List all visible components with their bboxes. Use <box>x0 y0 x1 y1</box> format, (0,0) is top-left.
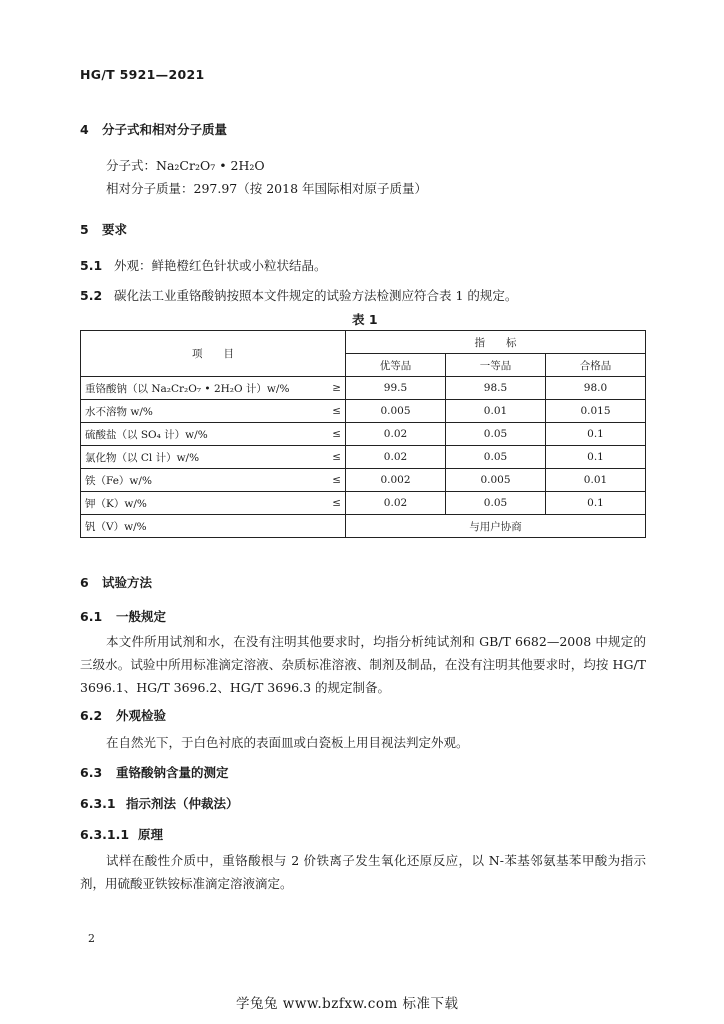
row-item: 氯化物（以 Cl 计）w/% <box>85 451 200 464</box>
row-operator: ≤ <box>332 428 341 440</box>
row-value-qualified: 0.1 <box>546 492 646 515</box>
clause-6-3-1-1-paragraph: 试样在酸性介质中，重铬酸根与 2 价铁离子发生氧化还原反应，以 N-苯基邻氨基苯甲酸为指示剂，用硫酸亚铁铵标准滴定溶液滴定。 <box>80 853 646 891</box>
row-item: 水不溶物 w/% <box>85 405 153 418</box>
column-header-item: 项 目 <box>81 331 346 377</box>
formula-line <box>106 156 265 174</box>
row-value-first: 0.05 <box>446 446 546 469</box>
clause-number: 6.1 <box>80 609 103 624</box>
row-value-superior: 0.005 <box>346 400 446 423</box>
formula-text: Na₂Cr₂O₇ • 2H₂O <box>156 158 265 173</box>
clause-number: 6.2 <box>80 708 103 723</box>
grade-first: 一等品 <box>446 354 546 377</box>
clause-6-1-paragraph: 本文件所用试剂和水，在没有注明其他要求时，均指分析纯试剂和 GB/T 6682—2008 中规定的三级水。试验中所用标准滴定溶液、杂质标准溶液、制剂及制品，在没有注明其他要求时，均按 HG/T 3696.1、HG/T 3696.2、HG/T 3696.3 的规定制备。 <box>80 634 646 695</box>
clause-6-3-1-1-heading <box>80 825 163 843</box>
table-row <box>81 469 646 492</box>
row-operator: ≤ <box>332 405 341 417</box>
section-number: 6 <box>80 575 89 590</box>
grade-qualified: 合格品 <box>546 354 646 377</box>
column-header-index: 指 标 <box>346 331 646 354</box>
row-item: 硫酸盐（以 SO₄ 计）w/% <box>85 428 208 441</box>
clause-number: 5.1 <box>80 258 103 273</box>
clause-6-2-heading <box>80 706 166 724</box>
row-value-first: 0.05 <box>446 423 546 446</box>
row-item: 钒（V）w/% <box>81 515 346 538</box>
row-item: 钾（K）w/% <box>85 497 147 510</box>
clause-5-1 <box>80 256 327 274</box>
row-operator: ≥ <box>332 382 341 394</box>
molecular-mass-line: 相对分子质量：297.97（按 2018 年国际相对原子质量） <box>106 181 427 196</box>
row-value-superior: 0.002 <box>346 469 446 492</box>
row-value-first: 0.005 <box>446 469 546 492</box>
clause-6-1-heading <box>80 607 166 625</box>
row-value-superior: 99.5 <box>346 377 446 400</box>
clause-6-3-heading <box>80 763 229 781</box>
row-value-qualified: 0.015 <box>546 400 646 423</box>
table-row <box>81 423 646 446</box>
section-5-heading <box>80 220 127 238</box>
row-value-first: 98.5 <box>446 377 546 400</box>
clause-6-3-1-heading <box>80 794 239 812</box>
section-4-heading <box>80 120 227 138</box>
table-header-row <box>81 331 646 354</box>
row-value-first: 0.05 <box>446 492 546 515</box>
clause-title: 指示剂法（仲裁法） <box>126 796 239 811</box>
footer-watermark: 学兔兔 www.bzfxw.com 标准下载 <box>236 996 459 1012</box>
row-operator: ≤ <box>332 451 341 463</box>
row-operator: ≤ <box>332 474 341 486</box>
clause-title: 原理 <box>138 827 164 842</box>
grade-superior: 优等品 <box>346 354 446 377</box>
clause-number: 6.3.1.1 <box>80 827 130 842</box>
table-1 <box>80 330 646 538</box>
section-number: 4 <box>80 122 89 137</box>
table-row <box>81 400 646 423</box>
section-title: 分子式和相对分子质量 <box>102 122 228 137</box>
row-item: 重铬酸钠（以 Na₂Cr₂O₇ • 2H₂O 计）w/% <box>85 382 290 395</box>
formula-label: 分子式： <box>106 158 157 173</box>
row-value-superior: 0.02 <box>346 423 446 446</box>
clause-text: 碳化法工业重铬酸钠按照本文件规定的试验方法检测应符合表 1 的规定。 <box>114 288 518 303</box>
row-value-qualified: 0.01 <box>546 469 646 492</box>
clause-title: 外观检验 <box>116 708 167 723</box>
section-title: 要求 <box>102 222 128 237</box>
document-code: HG/T 5921—2021 <box>80 67 205 82</box>
section-number: 5 <box>80 222 89 237</box>
row-value-negotiated: 与用户协商 <box>346 515 646 538</box>
clause-title: 重铬酸钠含量的测定 <box>116 765 229 780</box>
page-number: 2 <box>88 932 95 945</box>
clause-number: 6.3.1 <box>80 796 116 811</box>
table-caption: 表 1 <box>352 312 378 327</box>
row-value-qualified: 0.1 <box>546 446 646 469</box>
section-6-heading <box>80 573 152 591</box>
clause-number: 5.2 <box>80 288 103 303</box>
table-row <box>81 377 646 400</box>
row-operator: ≤ <box>332 497 341 509</box>
clause-number: 6.3 <box>80 765 103 780</box>
table-row <box>81 515 646 538</box>
table-row <box>81 446 646 469</box>
clause-text: 外观：鲜艳橙红色针状或小粒状结晶。 <box>114 258 327 273</box>
table-row <box>81 492 646 515</box>
row-value-first: 0.01 <box>446 400 546 423</box>
row-value-superior: 0.02 <box>346 446 446 469</box>
clause-5-2 <box>80 286 517 304</box>
section-title: 试验方法 <box>102 575 153 590</box>
row-value-qualified: 0.1 <box>546 423 646 446</box>
row-item: 铁（Fe）w/% <box>85 474 152 487</box>
row-value-qualified: 98.0 <box>546 377 646 400</box>
clause-6-2-paragraph: 在自然光下，于白色衬底的表面皿或白瓷板上用目视法判定外观。 <box>106 735 469 750</box>
clause-title: 一般规定 <box>116 609 167 624</box>
row-value-superior: 0.02 <box>346 492 446 515</box>
